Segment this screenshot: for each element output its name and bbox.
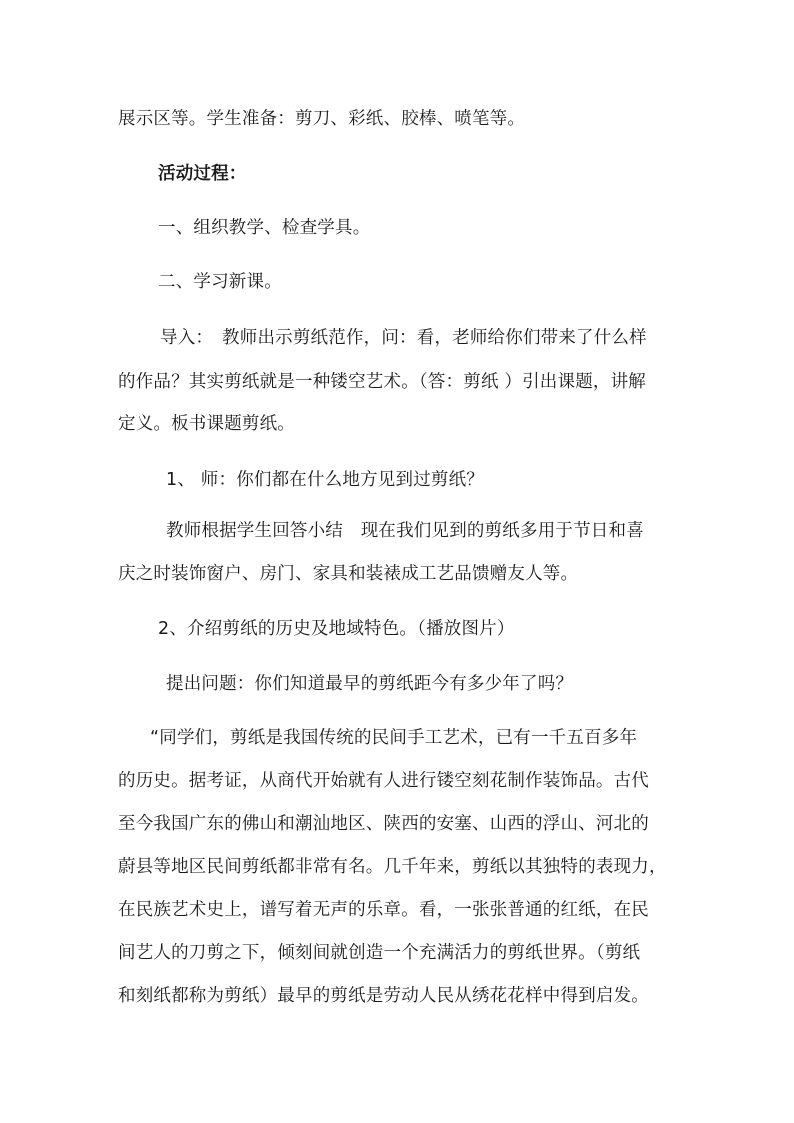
paragraph-line: 在民族艺术史上，谱写着无声的乐章。看，一张张普通的红纸，在民 (118, 900, 649, 920)
list-item: 2、介绍剪纸的历史及地域特色。（播放图片） (158, 619, 515, 639)
paragraph-line: “同学们，剪纸是我国传统的民间手工艺术，已有一千五百多年 (150, 728, 638, 748)
paragraph-line: 展示区等。学生准备：剪刀、彩纸、胶棒、喷笔等。 (118, 109, 526, 129)
paragraph-line: 和刻纸都称为剪纸）最早的剪纸是劳动人民从绣花花样中得到启发。 (118, 986, 649, 1006)
section-heading: 活动过程： (158, 164, 247, 184)
paragraph-line: 至今我国广东的佛山和潮汕地区、陕西的安塞、山西的浮山、河北的 (118, 814, 649, 834)
paragraph-line: 蔚县等地区民间剪纸都非常有名。几千年来，剪纸以其独特的表现力， (118, 857, 667, 877)
step-heading: 一、组织教学、检查学具。 (158, 218, 371, 238)
paragraph-line: 的历史。据考证，从商代开始就有人进行镂空刻花制作装饰品。古代 (118, 771, 649, 791)
paragraph-line: 教师根据学生回答小结 现在我们见到的剪纸多用于节日和喜 (166, 521, 644, 541)
list-item: 1、 师：你们都在什么地方见到过剪纸？ (166, 470, 484, 490)
paragraph-line: 的作品？其实剪纸就是一种镂空艺术。（答：剪纸 ）引出课题，讲解 (118, 372, 647, 392)
step-heading: 二、学习新课。 (158, 272, 282, 292)
paragraph-line: 间艺人的刀剪之下，倾刻间就创造一个充满活力的剪纸世界。（剪纸 (118, 943, 641, 963)
paragraph-line: 庆之时装饰窗户、房门、家具和装裱成工艺品馈赠友人等。 (118, 564, 579, 584)
paragraph-line: 定义。板书课题剪纸。 (118, 414, 295, 434)
paragraph-line: 提出问题：你们知道最早的剪纸距今有多少年了吗？ (166, 674, 574, 694)
paragraph-line: 导入： 教师出示剪纸范作，问：看，老师给你们带来了什么样 (160, 328, 647, 348)
